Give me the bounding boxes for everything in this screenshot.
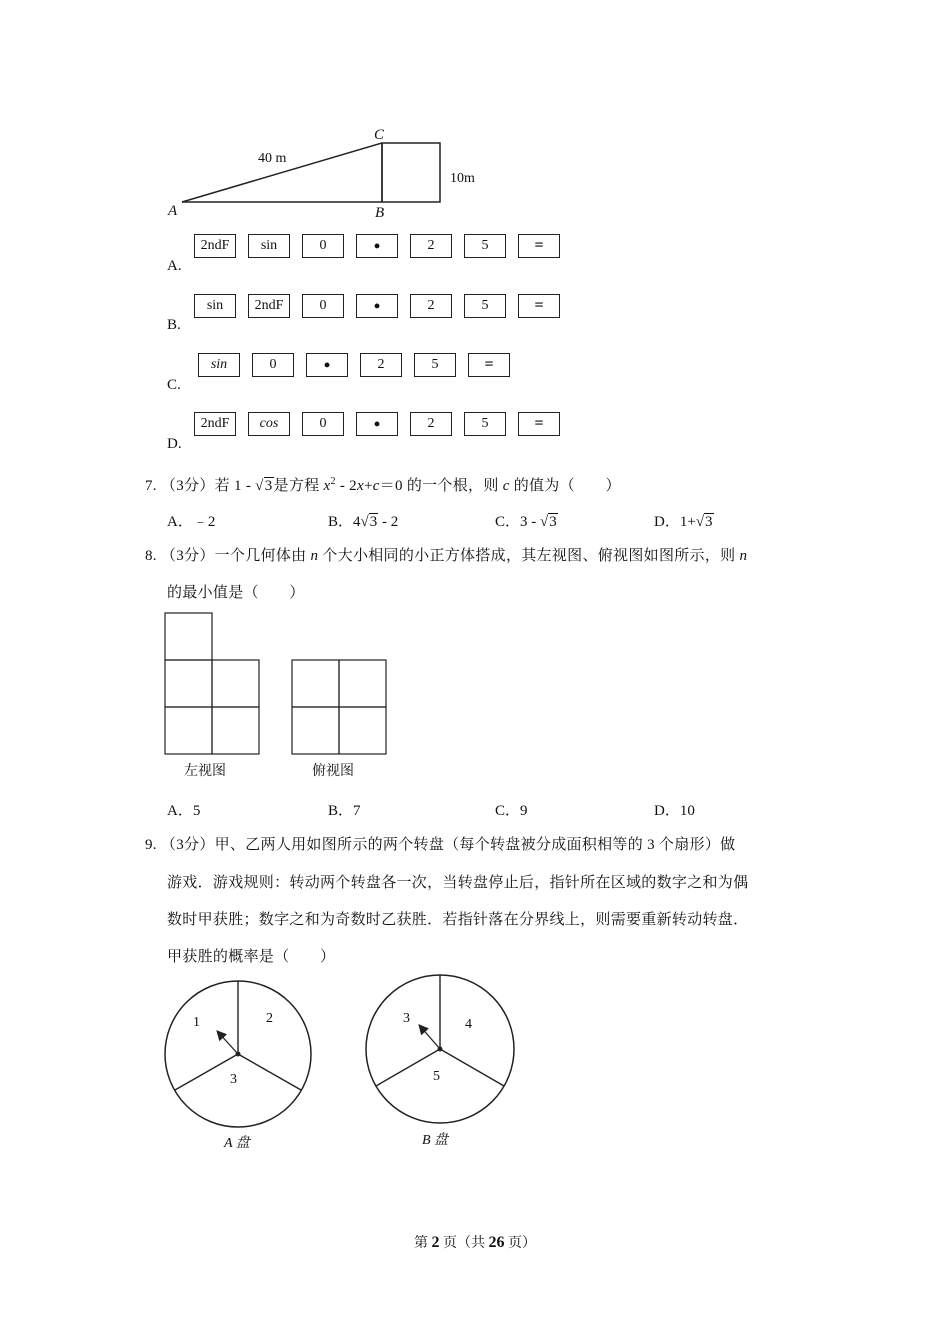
option-value: 7 <box>353 803 361 819</box>
q8-option-d <box>654 799 695 820</box>
key-2: 2 <box>410 234 452 258</box>
key-equals: = <box>518 294 560 318</box>
q7-text: ＝0 的一个根，则 <box>379 478 503 494</box>
q7-text: 的值为（ ） <box>509 478 621 494</box>
key-5: 5 <box>414 353 456 377</box>
vertex-c-label: C <box>374 127 385 143</box>
option-d-label: D. <box>167 436 182 452</box>
exponent: 2 <box>330 476 336 487</box>
key-equals: = <box>518 234 560 258</box>
side-length-label: 10m <box>450 171 475 186</box>
key-sin: sin <box>198 353 240 377</box>
key-2: 2 <box>410 294 452 318</box>
option-letter: D． <box>654 514 680 530</box>
option-letter: B． <box>328 514 354 530</box>
variable-c: c <box>372 478 380 494</box>
q7-text: 若 1 - <box>214 478 256 494</box>
variable-x: x <box>323 478 331 494</box>
spinner-b-number-4: 4 <box>465 1017 472 1032</box>
option-a-keys <box>194 234 572 258</box>
key-0: 0 <box>302 234 344 258</box>
key-5: 5 <box>464 294 506 318</box>
variable-n: n <box>310 548 319 564</box>
spinner-b-caption: B 盘 <box>422 1133 449 1148</box>
key-2: 2 <box>360 353 402 377</box>
question-9-line-3: 数时甲获胜；数字之和为奇数时乙获胜．若指针落在分界线上，则需要重新转动转盘． <box>167 912 749 928</box>
q7-text: 是方程 <box>273 478 324 494</box>
triangle-figure <box>160 120 500 230</box>
sqrt-radicand: 3 <box>369 514 378 530</box>
variable-x: x <box>356 478 364 494</box>
q8-option-c <box>495 799 528 820</box>
option-value: 9 <box>520 803 528 819</box>
q7-option-c <box>495 510 558 531</box>
sqrt-radicand: 3 <box>705 514 713 530</box>
key-5: 5 <box>464 412 506 436</box>
option-letter: B． <box>328 803 354 819</box>
left-view-caption: 左视图 <box>184 763 226 779</box>
q7-option-a <box>167 510 215 531</box>
hypotenuse-label: 40 m <box>258 151 287 166</box>
question-8-line-2: 的最小值是（ ） <box>167 585 305 601</box>
q7-text: - 2 <box>335 478 357 494</box>
option-value: 4 <box>353 514 361 530</box>
question-score: （3分） <box>160 478 215 494</box>
option-b-label: B. <box>167 317 181 333</box>
option-letter: A． <box>167 514 193 530</box>
q8-text: 一个几何体由 <box>214 548 311 564</box>
question-8-line-1 <box>145 544 747 565</box>
key-0: 0 <box>302 294 344 318</box>
option-value: ﹣2 <box>192 514 216 530</box>
spinner-a-number-1: 1 <box>193 1015 200 1030</box>
spinner-b-figure <box>362 972 520 1130</box>
vertex-b-label: B <box>375 205 385 221</box>
question-7 <box>145 474 621 495</box>
page-footer <box>0 1232 950 1252</box>
q7-option-d <box>654 510 714 531</box>
key-2ndf: 2ndF <box>248 294 290 318</box>
footer-text: 页（共 <box>439 1236 489 1251</box>
sqrt-radicand: 3 <box>549 514 557 530</box>
spinner-a-number-2: 2 <box>266 1011 273 1026</box>
sqrt-radicand: 3 <box>264 478 273 494</box>
spinner-a-caption: A 盘 <box>224 1136 250 1151</box>
sqrt-expression: √3 <box>695 514 713 530</box>
option-letter: C． <box>495 514 521 530</box>
spinner-a-figure <box>162 976 317 1131</box>
option-letter: C． <box>495 803 521 819</box>
top-view-figure <box>287 655 397 760</box>
q7-option-b <box>328 510 398 531</box>
q8-text: 个大小相同的小正方体搭成，其左视图、俯视图如图所示，则 <box>318 548 740 564</box>
option-d-keys <box>194 412 572 436</box>
sqrt-expression: √3 <box>540 514 557 530</box>
option-letter: A． <box>167 803 193 819</box>
key-cos: cos <box>248 412 290 436</box>
footer-text: 页） <box>504 1236 536 1251</box>
key-sin: sin <box>194 294 236 318</box>
option-c-label: C. <box>167 377 181 393</box>
variable-c: c <box>502 478 510 494</box>
question-9-line-1 <box>145 833 735 854</box>
key-0: 0 <box>302 412 344 436</box>
key-2: 2 <box>410 412 452 436</box>
question-9-line-2: 游戏．游戏规则：转动两个转盘各一次，当转盘停止后，指针所在区域的数字之和为偶 <box>167 875 749 891</box>
top-view-caption: 俯视图 <box>312 763 354 779</box>
variable-n: n <box>739 548 748 564</box>
key-dot: • <box>356 294 398 318</box>
question-number: 7. <box>145 478 157 494</box>
q8-option-a <box>167 799 200 820</box>
footer-text: 第 <box>414 1236 432 1251</box>
key-equals: = <box>468 353 510 377</box>
question-score: （3分） <box>160 548 215 564</box>
spinner-b-number-5: 5 <box>433 1069 440 1084</box>
key-dot: • <box>306 353 348 377</box>
page-number: 2 <box>431 1234 440 1251</box>
key-2ndf: 2ndF <box>194 234 236 258</box>
spinner-a-number-3: 3 <box>230 1072 237 1087</box>
sqrt-expression: √3 <box>255 478 273 494</box>
key-sin: sin <box>248 234 290 258</box>
key-5: 5 <box>464 234 506 258</box>
spinner-b-number-3: 3 <box>403 1011 410 1026</box>
option-value: - 2 <box>378 514 399 530</box>
option-a-label: A. <box>167 258 182 274</box>
key-2ndf: 2ndF <box>194 412 236 436</box>
option-value: 10 <box>679 803 695 819</box>
question-9-line-4: 甲获胜的概率是（ ） <box>167 949 336 965</box>
q9-text: 甲、乙两人用如图所示的两个转盘（每个转盘被分成面积相等的 3 个扇形）做 <box>214 837 736 853</box>
option-b-keys <box>194 294 572 318</box>
q8-option-b <box>328 799 361 820</box>
option-c-keys <box>198 353 522 377</box>
key-equals: = <box>518 412 560 436</box>
question-number: 9. <box>145 837 157 853</box>
left-view-figure <box>160 608 270 760</box>
key-0: 0 <box>252 353 294 377</box>
key-dot: • <box>356 234 398 258</box>
option-letter: D． <box>654 803 680 819</box>
option-value: 3 - <box>520 514 541 530</box>
vertex-a-label: A <box>168 203 178 219</box>
question-number: 8. <box>145 548 157 564</box>
total-pages: 26 <box>488 1234 505 1251</box>
option-value: 1+ <box>679 514 696 530</box>
question-score: （3分） <box>160 837 215 853</box>
option-value: 5 <box>192 803 201 819</box>
sqrt-expression: √3 <box>360 514 378 530</box>
q7-text: + <box>363 478 373 494</box>
key-dot: • <box>356 412 398 436</box>
